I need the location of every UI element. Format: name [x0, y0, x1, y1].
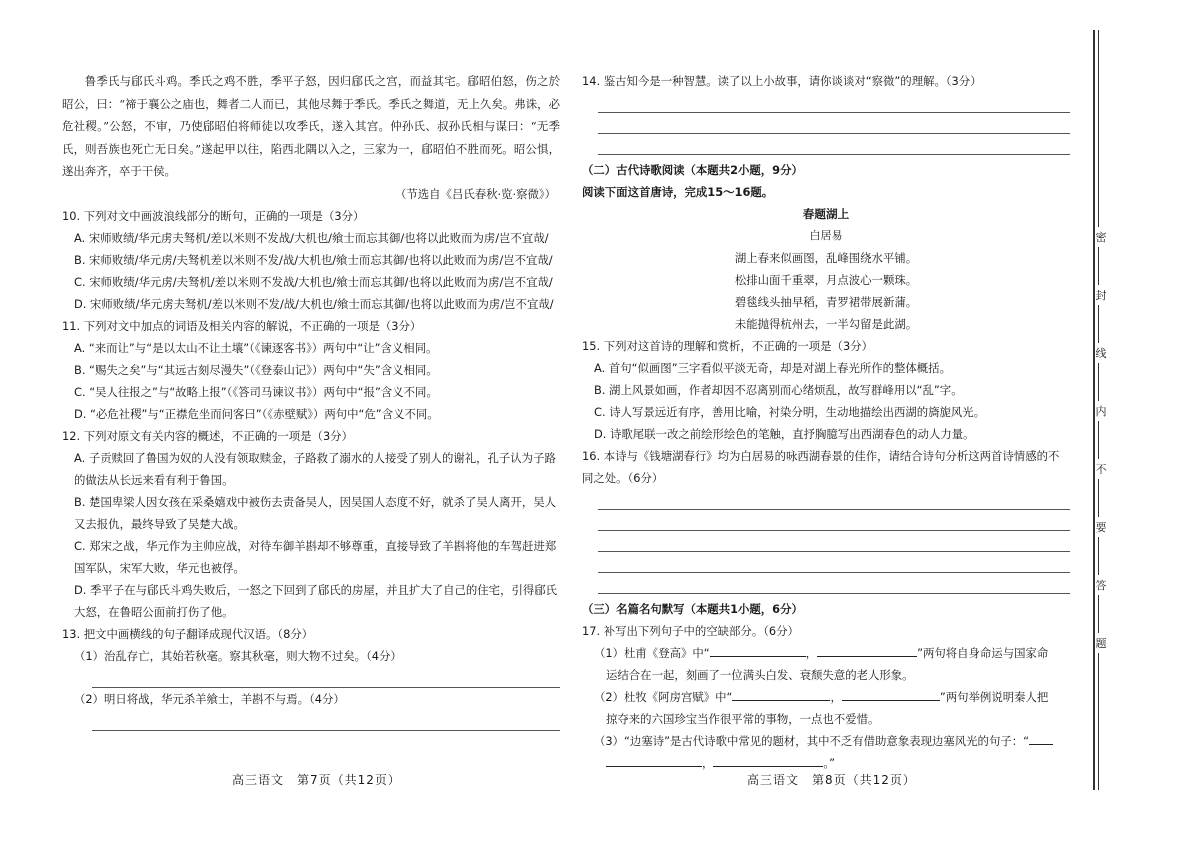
- text-fragment: ，: [702, 756, 714, 770]
- text-fragment: ，: [830, 690, 842, 704]
- question-15-option-b: B. 湖上风景如画，作者却因不忍离别而心绪烦乱，故写群峰用以“乱”字。: [594, 383, 963, 397]
- passage-source: （节选自《吕氏春秋·览·察微》）: [394, 186, 556, 201]
- question-17-item-1-cont: 运结合在一起，刻画了一位满头白发、衰颓失意的老人形象。: [606, 668, 914, 682]
- passage-paragraph: 鲁季氏与郈氏斗鸡。季氏之鸡不胜，季平子怒，因归郈氏之宫，而益其宅。郈昭伯怒，伤之於昭公，曰：“禘于襄公之庙也，舞者二人而已，其他尽舞于季氏。季氏之舞道，无上久矣。弗诛，必危社稷。”公怒，不审，乃使郈昭伯将师徒以攻季氏，遂入其宫。仲孙氏、叔孙氏相与谋曰：“无季氏，则吾族也死亡无日矣。”遂起甲以往，陷西北隅以入之，三家为一，郈昭伯不胜而死。昭公惧，遂出奔齐，卒于干侯。: [62, 74, 560, 179]
- question-12-option-a: A. 子贡赎回了鲁国为奴的人没有领取赎金，子路救了溺水的人接受了别人的谢礼，孔子认为子路的做法从长远来看有利于鲁国。: [74, 450, 556, 487]
- fill-blank[interactable]: [1029, 732, 1053, 745]
- binding-char: 密: [1096, 227, 1107, 247]
- question-13-item-1: （1）治乱存亡，其始若秋毫。察其秋毫，则大物不过矣。（4分）: [74, 648, 402, 663]
- text-fragment: （1）杜甫《登高》中“: [594, 646, 710, 660]
- answer-line[interactable]: [92, 710, 560, 731]
- binding-strip: [1090, 30, 1194, 790]
- question-15-option-c: C. 诗人写景远近有序，善用比喻，衬染分明，生动地描绘出西湖的旖旎风光。: [594, 405, 986, 419]
- answer-line[interactable]: [598, 531, 1070, 552]
- poem-line: 松排山面千重翠，月点波心一颗珠。: [734, 273, 918, 287]
- left-page: [62, 70, 560, 848]
- poem-line: 未能抛得杭州去，一半勾留是此湖。: [734, 317, 918, 331]
- question-10-option-b: B. 宋师败绩/华元虏/夫驽机差以米则不发/战/大机也/飨士而忘其御/也将以此败而为虏/岂不宜哉/: [74, 252, 553, 267]
- question-17-item-1: [582, 642, 1070, 664]
- right-page: [582, 70, 1070, 848]
- binding-char: 题: [1096, 633, 1107, 653]
- question-13-stem: 13. 把文中画横线的句子翻译成现代汉语。（8分）: [62, 626, 314, 641]
- question-12-stem: 12. 下列对原文有关内容的概述，不正确的一项是（3分）: [62, 428, 353, 443]
- fill-blank[interactable]: [732, 688, 830, 701]
- section-2-heading: （二）古代诗歌阅读（本题共2小题，9分）: [582, 163, 803, 177]
- fill-blank[interactable]: [842, 688, 940, 701]
- answer-line[interactable]: [598, 92, 1070, 113]
- binding-char: 线: [1096, 343, 1107, 363]
- answer-line[interactable]: [598, 510, 1070, 531]
- question-11-option-b: B. “赐失之矣”与“其远古刻尽漫失”（《登泰山记》）两句中“失”含义相同。: [74, 362, 438, 377]
- question-10-option-c: C. 宋师败绩/华元虏/夫驽机/差以米则不发战/大机也/飨士而忘其御/也将以此败而为虏/岂不宜哉/: [74, 274, 553, 289]
- question-16-stem: 16. 本诗与《钱塘湖春行》均为白居易的咏西湖春景的佳作，请结合诗句分析这两首诗情感的不同之处。（6分）: [582, 449, 1060, 485]
- answer-line[interactable]: [598, 134, 1070, 155]
- text-fragment: ，: [805, 646, 818, 660]
- question-17-item-3: [582, 730, 1070, 752]
- section-2-intro: 阅读下面这首唐诗，完成15～16题。: [582, 185, 774, 199]
- fill-blank[interactable]: [606, 754, 702, 767]
- section-3-heading: （三）名篇名句默写（本题共1小题，6分）: [582, 602, 803, 616]
- page-footer-right: 高三语文 第8页（共12页）: [747, 773, 916, 787]
- binding-char: 答: [1096, 575, 1107, 595]
- question-15-option-a: A. 首句“似画图”三字看似平淡无奇，却是对湖上春光所作的整体概括。: [594, 361, 951, 375]
- binding-notice: [1090, 227, 1112, 653]
- question-12-option-d: D. 季平子在与郈氏斗鸡失败后，一怒之下回到了郈氏的房屋，并且扩大了自己的住宅，引得郈氏大怒，在鲁昭公面前打伤了他。: [74, 582, 558, 619]
- binding-char: 封: [1096, 285, 1107, 305]
- question-12-option-b: B. 楚国卑梁人因女孩在采桑嬉戏中被伤去责备吴人，因吴国人态度不好，就杀了吴人离开，吴人又去报仇，最终导致了吴楚大战。: [74, 494, 557, 531]
- answer-line[interactable]: [598, 489, 1070, 510]
- text-fragment: 。”: [823, 756, 835, 770]
- question-17-item-2: [582, 686, 1070, 708]
- binding-char: 内: [1096, 401, 1107, 421]
- text-fragment: （2）杜牧《阿房宫赋》中“: [594, 690, 733, 704]
- poem-author: 白居易: [809, 229, 843, 242]
- answer-line[interactable]: [598, 113, 1070, 134]
- poem-line: 碧毯线头抽早稻，青罗裙带展新蒲。: [734, 295, 918, 309]
- question-14-stem: 14. 鉴古知今是一种智慧。读了以上小故事，请你谈谈对“察微”的理解。（3分）: [582, 74, 982, 88]
- question-11-option-c: C. “吴人往报之”与“故略上报”（《答司马谏议书》）两句中“报”含义不同。: [74, 384, 438, 399]
- answer-line[interactable]: [598, 573, 1070, 594]
- question-10-option-d: D. 宋师败绩/华元虏夫驽机/差以米则不发/战/大机也/飨士而忘其御/也将以此败而为虏/岂不宜哉/: [74, 296, 554, 311]
- text-fragment: ”两句举例说明秦人把: [939, 690, 1049, 704]
- fill-blank[interactable]: [710, 644, 806, 657]
- fill-blank[interactable]: [713, 754, 823, 767]
- question-11-option-a: A. “来而让”与“是以太山不让土壤”（《谏逐客书》）两句中“让”含义相同。: [74, 340, 438, 355]
- question-12-option-c: C. 郑宋之战，华元作为主帅应战，对待车御羊斟却不够尊重，直接导致了羊斟将他的车驾赶进郑国军队，宋军大败，华元也被俘。: [74, 538, 557, 575]
- question-10-stem: 10. 下列对文中画波浪线部分的断句，正确的一项是（3分）: [62, 208, 365, 223]
- poem-title: 春题湖上: [802, 207, 850, 221]
- binding-char: 要: [1096, 517, 1107, 537]
- text-fragment: （3）“边塞诗”是古代诗歌中常见的题材，其中不乏有借助意象表现边塞风光的句子：“: [594, 734, 1030, 748]
- fill-blank[interactable]: [817, 644, 917, 657]
- question-11-option-d: D. “必危社稷”与“正襟危坐而问客曰”（《赤壁赋》）两句中“危”含义不同。: [74, 406, 439, 421]
- answer-line[interactable]: [598, 552, 1070, 573]
- question-11-stem: 11. 下列对文中加点的词语及相关内容的解说，不正确的一项是（3分）: [62, 318, 422, 333]
- text-fragment: ”两句将自身命运与国家命: [917, 646, 1049, 660]
- question-15-stem: 15. 下列对这首诗的理解和赏析，不正确的一项是（3分）: [582, 339, 873, 353]
- question-10-option-a: A. 宋师败绩/华元虏夫驽机/差以米则不发战/大机也/飨士而忘其御/也将以此败而为虏/岂不宜哉/: [74, 230, 549, 245]
- page-footer-left: 高三语文 第7页（共12页）: [232, 773, 401, 787]
- question-17-item-2-cont: 掠夺来的六国珍宝当作很平常的事物，一点也不爱惜。: [606, 712, 880, 726]
- binding-char: 不: [1096, 459, 1107, 479]
- question-15-option-d: D. 诗歌尾联一改之前绘形绘色的笔触，直抒胸臆写出西湖春色的动人力量。: [594, 427, 975, 441]
- question-17-stem: 17. 补写出下列句子中的空缺部分。（6分）: [582, 624, 799, 638]
- answer-line[interactable]: [92, 667, 560, 688]
- question-13-item-2: （2）明日将战，华元杀羊飨士，羊斟不与焉。（4分）: [74, 691, 345, 706]
- poem-line: 湖上春来似画图，乱峰围绕水平铺。: [734, 251, 918, 265]
